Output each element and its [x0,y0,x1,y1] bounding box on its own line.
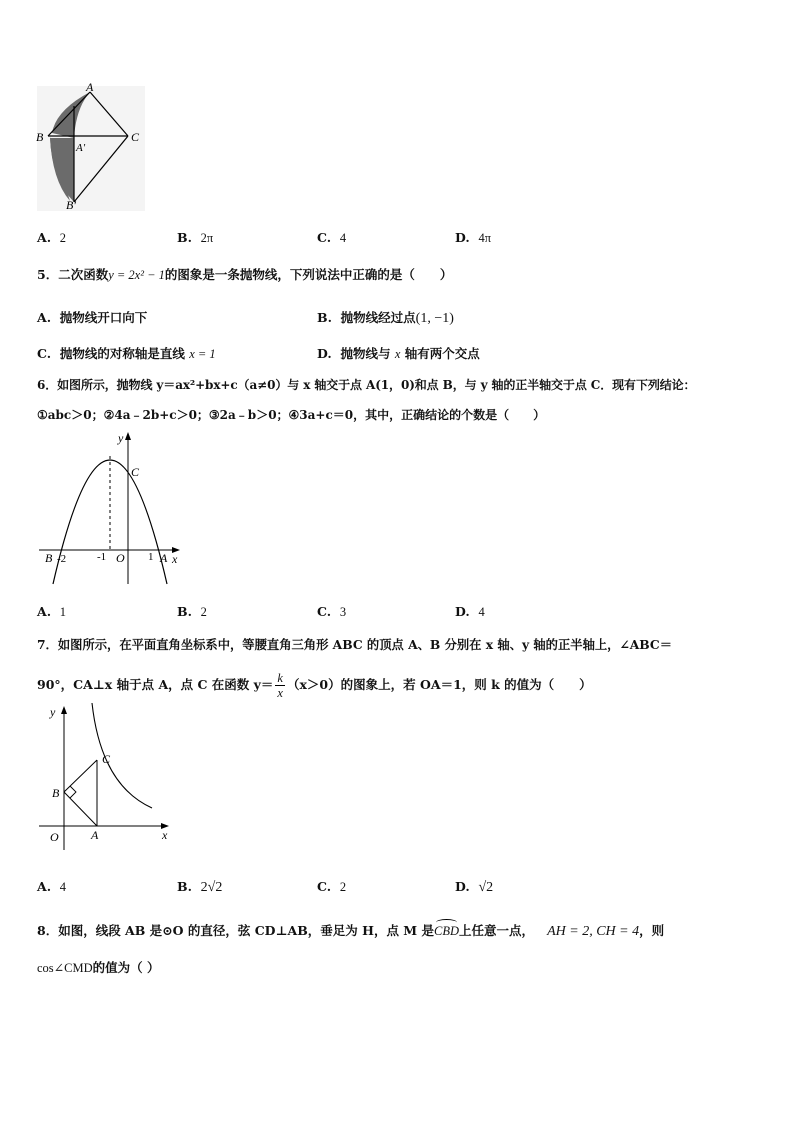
q5-option-d[interactable] [317,344,480,362]
option-letter: A. [37,879,52,894]
label-B: B [45,551,53,565]
option-letter: D. [455,604,470,619]
label-C: C [102,752,111,766]
option-text: 抛物线开口向下 [59,310,148,325]
q7-option-d[interactable] [455,879,493,896]
q5-option-a[interactable] [37,308,147,326]
q6-option-d[interactable] [455,604,485,620]
option-text: 抛物线经过点 [340,310,416,325]
q6-option-c[interactable] [317,604,346,620]
label-B: B [52,786,60,800]
option-letter: A. [37,230,52,245]
arc-cbd [434,924,459,939]
label-C: C [131,130,140,144]
option-math: x = 1 [189,347,216,361]
label-B: B [36,130,44,144]
q6-stem-line2: ①abc＞0；②4a﹣2b+c＞0；③2a﹣b＞0；④3a+c＝0，其中，正确结论的个数是（ ） [37,408,546,422]
option-text: 1 [59,605,67,619]
q4-option-c[interactable] [317,230,346,246]
q8-condition: AH = 2, CH = 4 [547,924,640,939]
option-text: 2π [200,231,214,245]
option-letter: B. [317,310,332,325]
q6-graph [35,428,185,588]
y-axis-arrow [61,706,67,714]
q7-option-a[interactable] [37,879,66,895]
arc-label: CBD [434,924,459,938]
q7-stem-line1: 7．如图所示，在平面直角坐标系中，等腰直角三角形 ABC 的顶点 A、B 分别在 x 轴、y 轴的正半轴上，∠ABC＝ [37,637,673,652]
option-letter: B. [177,604,192,619]
fraction-denominator: x [277,686,283,700]
label-A: A [91,828,99,842]
label-1: 1 [148,551,154,563]
option-letter: C. [317,230,332,245]
label-y: y [118,431,124,445]
q8-line2-text: 的值为（ ） [92,960,160,975]
q8-line1-part-a: 8．如图，线段 AB 是⊙O 的直径，弦 CD⊥AB，垂足为 H，点 M 是 [37,923,434,938]
option-text: 4π [478,231,492,245]
q7-line2-part-b: （x＞0）的图象上，若 OA＝1，则 k 的值为（ ） [286,677,592,692]
fraction-numerator: k [277,671,283,685]
q4-option-d[interactable] [455,230,491,246]
option-letter: D. [455,230,470,245]
option-math: x [394,347,401,361]
q8-line1-part-b: 上任意一点， [459,923,535,938]
label-O: O [116,551,125,565]
q8-line1-part-c: ，则 [639,923,665,938]
label-C: C [131,465,140,479]
q6-stem-line1: 6．如图所示，抛物线 y＝ax²+bx+c（a≠0）与 x 轴交于点 A(1，0)和点 B，与 y 轴的正半轴交于点 C．现有下列结论： [37,378,696,392]
q4-figure [30,80,150,215]
option-text: 4 [339,231,347,245]
edge-BA [64,792,97,826]
q5-stem [37,265,452,283]
q7-option-c[interactable] [317,879,346,895]
q7-graph [35,700,185,850]
label-O: O [50,830,59,844]
option-letter: B. [177,230,192,245]
option-letter: C. [317,604,332,619]
fraction [275,671,285,700]
arc-mark [436,919,457,926]
q7-stem-line2 [37,671,592,700]
q6-option-a[interactable] [37,604,66,620]
y-axis-arrow [125,432,131,440]
option-letter: A. [37,310,52,325]
option-letter: D. [455,879,470,894]
q8-stem-line2 [37,958,159,976]
option-text: 4 [478,605,485,619]
q7-option-b[interactable] [177,879,222,896]
label-x: x [172,552,178,566]
q5-suffix: 的图象是一条抛物线，下列说法中正确的是（ ） [164,267,453,282]
option-text: 2 [339,880,347,894]
q8-cos-expression: cos∠CMD [37,961,93,975]
label-x: x [162,828,168,842]
label-A: A [86,80,94,94]
hyperbola [92,703,152,808]
q6-option-b[interactable] [177,604,207,620]
q5-formula: y = 2x² − 1 [108,268,165,282]
q5-option-b[interactable] [317,308,454,327]
q5-prefix: 5．二次函数 [37,267,109,282]
option-letter: C. [317,879,332,894]
option-text: 2 [59,231,67,245]
label-A: A [160,551,168,565]
right-angle-mark [70,786,76,798]
edge-BC [64,760,97,792]
option-letter: B. [177,879,192,894]
option-letter: C. [37,346,52,361]
label-B-prime: B′ [66,198,76,212]
q4-option-b[interactable] [177,230,213,246]
option-text: 2√2 [200,880,223,895]
q5-option-c[interactable] [37,344,216,362]
option-text-2: 轴有两个交点 [404,346,480,361]
option-text: 抛物线与 [340,346,391,361]
q8-stem-line1 [37,921,664,940]
option-letter: D. [317,346,332,361]
label-neg1: -1 [97,551,107,563]
option-text: 3 [339,605,347,619]
option-text: 2 [200,605,207,619]
label-A-prime: A′ [76,142,86,154]
option-text: √2 [478,880,494,895]
option-math: (1, −1) [415,311,454,326]
label-neg2: -2 [57,553,67,565]
option-letter: A. [37,604,52,619]
q4-option-a[interactable] [37,230,66,246]
option-text: 抛物线的对称轴是直线 [59,346,185,361]
q7-line2-part-a: 90°，CA⊥x 轴于点 A，点 C 在函数 y＝ [37,677,274,692]
option-text: 4 [59,880,67,894]
label-y: y [50,705,56,719]
